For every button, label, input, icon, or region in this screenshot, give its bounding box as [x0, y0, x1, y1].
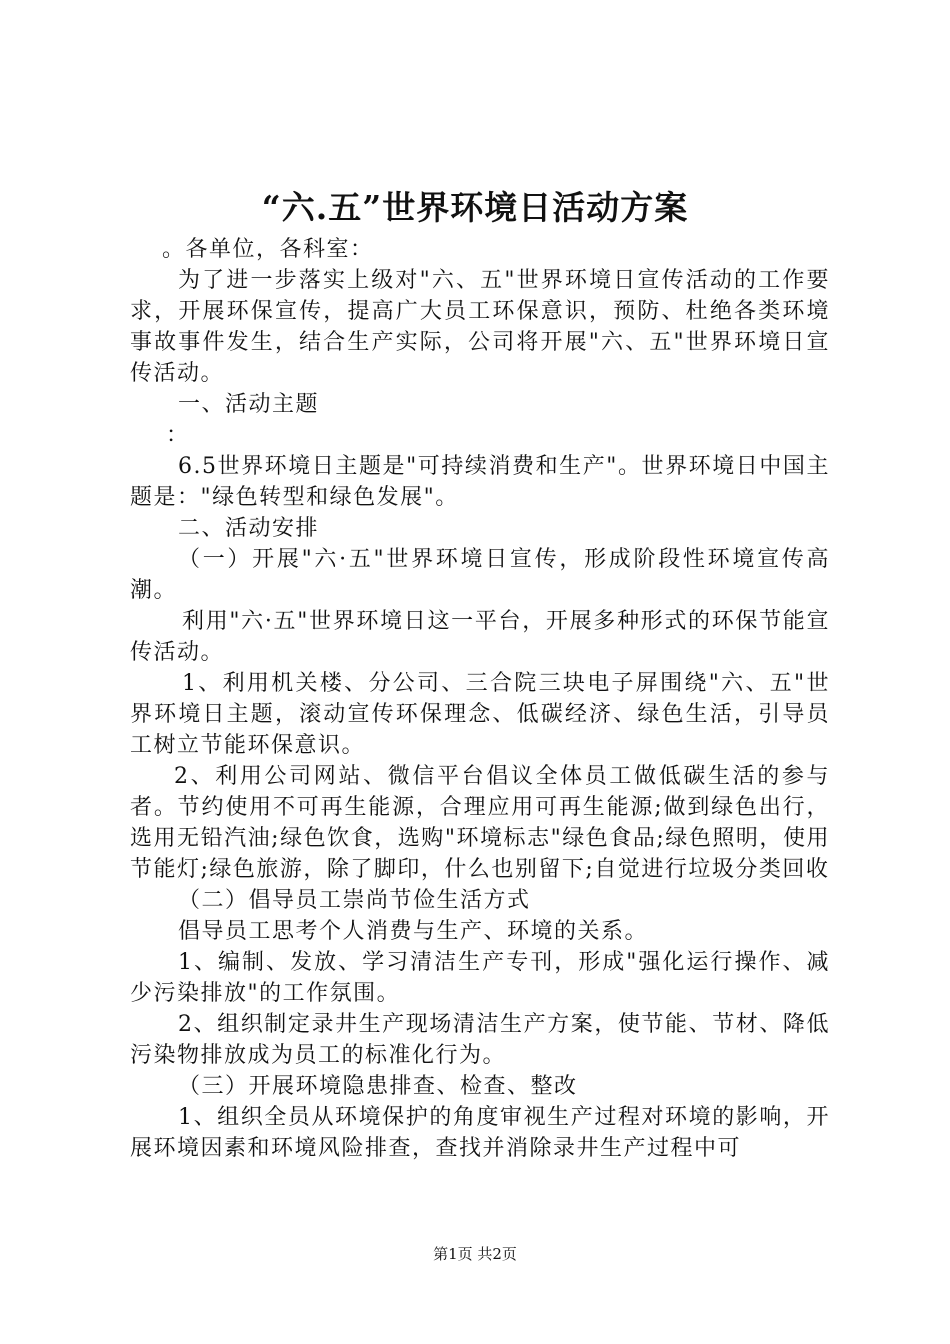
- subsection-heading-2: （二）倡导员工崇尚节俭生活方式: [178, 888, 531, 913]
- paragraph-intro: 为了进一步落实上级对"六、五"世界环境日宣传活动的工作要求，开展环保宣传，提高广大员工环保意识，预防、杜绝各类环境事故事件发生，结合生产实际，公司将开展"六、五"世界环境日宣传活动。: [130, 268, 830, 386]
- paragraph-advocate: 倡导员工思考个人消费与生产、环境的关系。: [178, 919, 649, 944]
- subsection-heading-1: （一）开展"六·五"世界环境日宣传，形成阶段性环境宣传高潮。: [130, 547, 830, 603]
- paragraph-item-1: 1、利用机关楼、分公司、三合院三块电子屏围绕"六、五"世界环境日主题，滚动宣传环保理念、低碳经济、绿色生活，引导员工树立节能环保意识。: [130, 671, 830, 758]
- paragraph-item-5: 1、组织全员从环境保护的角度审视生产过程对环境的影响，开展环境因素和环境风险排查，查找并消除录井生产过程中可: [130, 1105, 830, 1161]
- paragraph-colon: ：: [166, 423, 190, 448]
- paragraph-platform: 利用"六·五"世界环境日这一平台，开展多种形式的环保节能宣传活动。: [130, 609, 830, 665]
- paragraph-item-2: 2、利用公司网站、微信平台倡议全体员工做低碳生活的参与者。节约使用不可再生能源，合理应用可再生能源;做到绿色出行，选用无铅汽油;绿色饮食，选购"环境标志"绿色食品;绿色照明，使用节能灯;绿色旅游，除了脚印，什么也别留下;自觉进行垃圾分类回收: [130, 764, 830, 882]
- paragraph-item-3: 1、编制、发放、学习清洁生产专刊，形成"强化运行操作、减少污染排放"的工作氛围。: [130, 950, 830, 1006]
- subsection-heading-3: （三）开展环境隐患排查、检查、整改: [178, 1074, 578, 1099]
- paragraph-theme: 6.5世界环境日主题是"可持续消费和生产"。世界环境日中国主题是："绿色转型和绿色发展"。: [130, 454, 830, 510]
- section-heading-arrangement: 二、活动安排: [178, 516, 320, 541]
- paragraph-item-4: 2、组织制定录井生产现场清洁生产方案，使节能、节材、降低污染物排放成为员工的标准化行为。: [130, 1012, 830, 1068]
- document-body: [130, 234, 830, 1164]
- page-footer: 第1页 共2页: [433, 1245, 517, 1263]
- section-heading-theme: 一、活动主题: [178, 392, 320, 417]
- document-title: “六.五”世界环境日活动方案: [261, 188, 689, 227]
- salutation: 。各单位，各科室：: [162, 237, 374, 262]
